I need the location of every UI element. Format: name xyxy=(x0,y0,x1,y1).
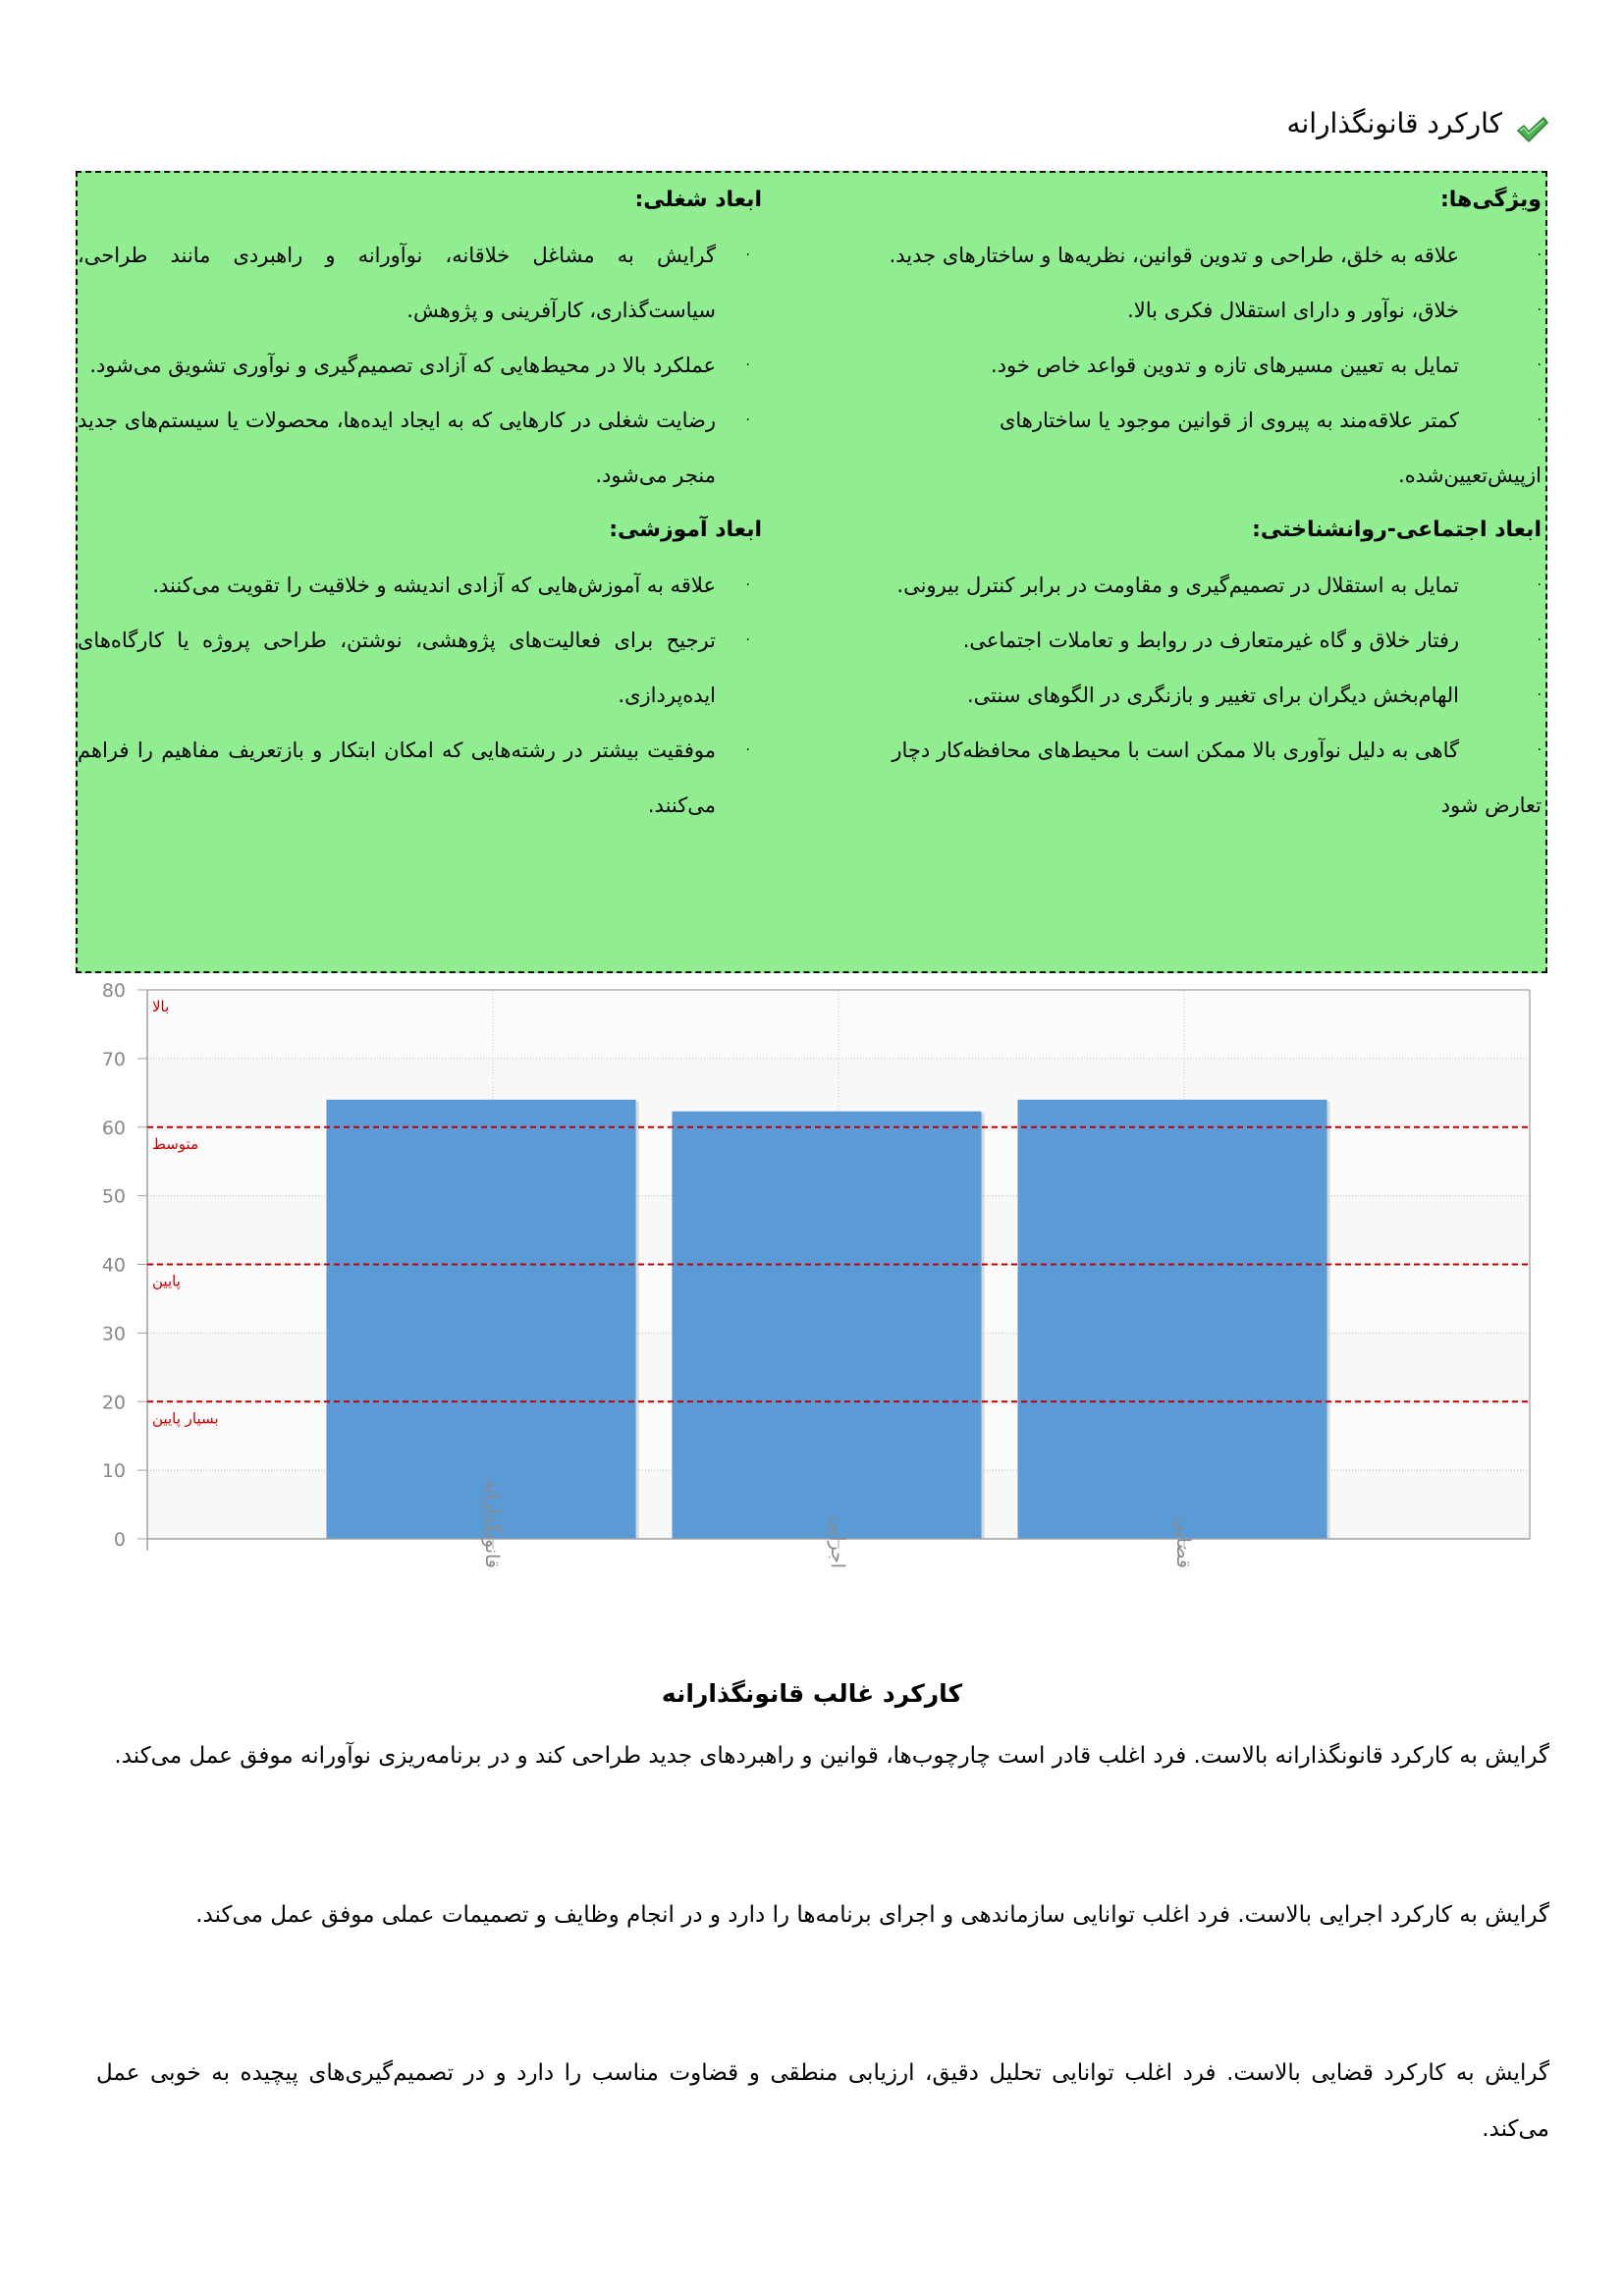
education-list xyxy=(78,558,809,833)
features-heading: ویژگی‌ها: xyxy=(1440,188,1542,212)
list-item xyxy=(78,558,809,613)
bullet-icon: · xyxy=(745,632,750,648)
list-item xyxy=(78,723,809,833)
summary-title: کارکرد غالب قانونگذارانه xyxy=(661,1679,963,1708)
list-item xyxy=(78,228,809,338)
features-list xyxy=(814,228,1545,503)
y-tick-label: 50 xyxy=(101,1185,126,1208)
bullet-icon: · xyxy=(745,412,750,428)
list-item-text: تمایل به تعیین مسیرهای تازه و تدوین قواعد خاص خود. xyxy=(990,354,1459,377)
summary-paragraph-judicial: گرایش به کارکرد قضایی بالاست. فرد اغلب توانایی تحلیل دقیق، ارزیابی منطقی و قضاوت مناسب را دارد و در تصمیم‌گیری‌های پیچیده به خوبی عمل می‌کند. xyxy=(96,2060,1549,2142)
bullet-icon: · xyxy=(1537,247,1542,263)
bar xyxy=(1017,1100,1326,1539)
bullet-icon: · xyxy=(745,247,750,263)
bar xyxy=(326,1100,635,1539)
list-item-text: الهام‌بخش دیگران برای تغییر و بازنگری در الگوهای سنتی. xyxy=(967,683,1459,707)
list-item xyxy=(814,613,1545,668)
y-tick-label: 30 xyxy=(101,1323,126,1345)
summary-paragraph-legislative: گرایش به کارکرد قانونگذارانه بالاست. فرد اغلب قادر است چارچوب‌ها، قوانین و راهبردهای جدید طراحی کند و در برنامه‌ریزی نوآورانه موفق عمل می‌کند. xyxy=(114,1743,1549,1769)
bar xyxy=(672,1112,981,1539)
chart-svg xyxy=(0,977,1624,1684)
right-column xyxy=(814,173,1545,833)
education-heading: ابعاد آموزشی: xyxy=(609,518,762,542)
list-item-text: عملکرد بالا در محیط‌هایی که آزادی تصمیم‌گیری و نوآوری تشویق می‌شود. xyxy=(89,354,716,377)
bullet-icon: · xyxy=(745,577,750,593)
list-item xyxy=(78,393,809,503)
band-label: بسیار پایین xyxy=(152,1409,219,1428)
x-tick-label: اجرایی xyxy=(827,1515,848,1568)
bullet-icon: · xyxy=(1537,687,1542,703)
bullet-icon: · xyxy=(1537,632,1542,648)
list-item-text: گرایش به مشاغل خلاقانه، نوآورانه و راهبردی مانند طراحی، سیاست‌گذاری، کارآفرینی و پژوهش. xyxy=(78,244,716,322)
list-item xyxy=(814,723,1545,778)
description-box xyxy=(76,171,1547,973)
list-item-text: تمایل به استقلال در تصمیم‌گیری و مقاومت در برابر کنترل بیرونی. xyxy=(896,574,1459,597)
y-tick-label: 0 xyxy=(113,1529,126,1551)
x-tick-label: قضایی xyxy=(1172,1516,1194,1568)
list-item xyxy=(814,558,1545,613)
band-label: متوسط xyxy=(152,1134,199,1153)
list-item-text: موفقیت بیشتر در رشته‌هایی که امکان ابتکار و بازتعریف مفاهیم را فراهم می‌کنند. xyxy=(78,738,716,817)
list-item xyxy=(78,338,809,393)
list-item xyxy=(814,668,1545,723)
list-item-text: گاهی به دلیل نوآوری بالا ممکن است با محیط‌های محافظه‌کار دچار xyxy=(892,738,1459,762)
list-item-text: رضایت شغلی در کارهایی که به ایجاد ایده‌ها، محصولات یا سیستم‌های جدید منجر می‌شود. xyxy=(78,409,716,487)
list-item-text: ترجیح برای فعالیت‌های پژوهشی، نوشتن، طراحی پروژه یا کارگاه‌های ایده‌پردازی. xyxy=(78,629,716,707)
list-item xyxy=(814,283,1545,338)
y-tick-label: 20 xyxy=(101,1392,126,1414)
bullet-icon: · xyxy=(1537,302,1542,318)
plot-band xyxy=(147,990,1530,1059)
list-item-text: علاقه به آموزش‌هایی که آزادی اندیشه و خلاقیت را تقویت می‌کنند. xyxy=(152,574,716,597)
bullet-icon: · xyxy=(745,357,750,373)
list-item xyxy=(814,393,1545,448)
list-item xyxy=(814,228,1545,283)
bullet-icon: · xyxy=(1537,412,1542,428)
career-list xyxy=(78,228,809,503)
list-item xyxy=(78,613,809,723)
check-icon xyxy=(1516,115,1549,144)
y-tick-label: 80 xyxy=(101,980,126,1002)
left-column xyxy=(78,173,809,833)
y-tick-label: 10 xyxy=(101,1460,126,1483)
list-item-continuation-text: تعارض شود xyxy=(1440,793,1542,817)
list-item-text: علاقه به خلق، طراحی و تدوین قوانین، نظریه‌ها و ساختارهای جدید. xyxy=(889,244,1459,267)
list-item-continuation xyxy=(814,448,1545,503)
x-tick-label: قانونگذارانه xyxy=(481,1479,503,1568)
social-heading: ابعاد اجتماعی-روانشناختی: xyxy=(1252,518,1542,542)
y-tick-label: 40 xyxy=(101,1254,126,1277)
career-heading: ابعاد شغلی: xyxy=(634,188,762,212)
list-item xyxy=(814,338,1545,393)
band-label: پایین xyxy=(152,1272,181,1290)
list-item-text: کمتر علاقه‌مند به پیروی از قوانین موجود یا ساختارهای xyxy=(999,409,1459,432)
y-tick-label: 70 xyxy=(101,1048,126,1070)
summary-paragraph-executive: گرایش به کارکرد اجرایی بالاست. فرد اغلب توانایی سازماندهی و اجرای برنامه‌ها را دارد و در انجام وظایف و تصمیمات عملی موفق عمل می‌کند. xyxy=(195,1902,1549,1928)
bullet-icon: · xyxy=(1537,577,1542,593)
band-label: بالا xyxy=(152,998,170,1015)
list-item-text: رفتار خلاق و گاه غیرمتعارف در روابط و تعاملات اجتماعی. xyxy=(962,629,1459,652)
section-title-row xyxy=(1286,98,1549,147)
bullet-icon: · xyxy=(1537,742,1542,758)
bullet-icon: · xyxy=(745,742,750,758)
social-list xyxy=(814,558,1545,833)
bullet-icon: · xyxy=(1537,357,1542,373)
bar-chart xyxy=(0,977,1624,1684)
list-item-continuation xyxy=(814,778,1545,833)
y-tick-label: 60 xyxy=(101,1117,126,1139)
list-item-text: خلاق، نوآور و دارای استقلال فکری بالا. xyxy=(1127,299,1459,322)
section-title: کارکرد قانونگذارانه xyxy=(1286,106,1502,139)
list-item-continuation-text: ازپیش‌تعیین‌شده. xyxy=(1398,464,1542,487)
